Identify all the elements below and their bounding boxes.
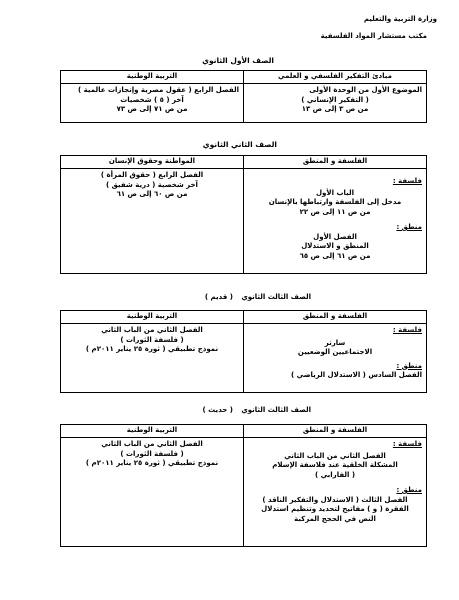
right-cell [244,169,427,274]
column-header-left: التربية الوطنية [61,425,244,438]
section-title: الصف الثالث الثانوي [241,406,311,414]
cell-line: النص في الحجج المركبة [294,514,376,523]
cell-line: الفصل السادس ( الاستدلال الرياضي ) [291,371,422,379]
cell-line: فلسفة : [392,326,422,334]
cell-line: من ص ٦١ إلى ص ٦٥ [299,251,371,260]
column-header-right: الفلسفة و المنطق [244,156,427,169]
left-cell [61,84,244,123]
cell-line: الباب الأول [315,188,355,197]
cell-line: فلسفة : [392,177,422,185]
curriculum-badge: ( قديم ) [204,293,233,301]
section-title: الصف الثاني الثانوي [202,140,277,149]
curriculum-badge: ( حديث ) [202,406,233,414]
curriculum-table [60,310,427,393]
cell-line: ( التفكير الإنساني ) [301,95,369,104]
cell-line: من ص ١١ إلى ص ٢٢ [299,207,371,216]
cell-line: آخر ( ٥ ) شخصيات [120,95,184,104]
cell-line: الفصل الثالث ( الاستدلال والتفكير الناقد ) [262,495,408,504]
cell-line: الفصل الثاني من الباب الثاني [101,326,203,334]
left-cell [61,169,244,274]
cell-line: من ص ٦٠ إلى ص ٦١ [116,190,188,198]
cell-line: المشكلة الخلقية عند فلاسفة الإسلام [272,461,398,469]
cell-line: نموذج تطبيقي ( ثورة ٢٥ يناير ٢٠١١م ) [85,345,219,353]
cell-line: منطق : [396,361,422,370]
cell-line: الفصل الرابع ( عقول مصرية وإنجازات عالمية ) [78,86,239,94]
column-header-right: الفلسفة و المنطق [244,425,427,438]
column-header-left: التربية الوطنية [61,71,244,84]
cell-line: الفصل الأول [313,232,357,241]
cell-line: منطق : [396,486,422,494]
column-header-right: مبادئ التفكير الفلسفي و العلمي [244,71,427,84]
cell-line: ( فلسفة الثورات ) [120,335,184,344]
curriculum-table [60,155,427,274]
cell-line: الفقرة ( و ) مفاتيح لتحديد وتنظيم استدلال [261,505,409,513]
curriculum-table [60,70,427,123]
cell-line: آخر شخصية ( درية شفيق ) [106,180,198,189]
office-name: مكتب مستشار المواد الفلسفية [320,32,427,40]
cell-line: سارتر [324,338,346,347]
column-header-left: التربية الوطنية [61,311,244,324]
cell-line: الفصل الرابع ( حقوق المرأة ) [100,171,204,179]
cell-line: ( الفارابي ) [314,470,356,479]
right-cell [244,324,427,393]
cell-line: المنطق و الاستدلال [301,242,369,250]
column-header-right: الفلسفة و المنطق [244,311,427,324]
column-header-left: المواطنة وحقوق الإنسان [61,156,244,169]
right-cell [244,438,427,547]
ministry-name: وزارة التربية والتعليم [363,15,437,23]
cell-line: ( فلسفة الثورات ) [120,449,184,458]
curriculum-table [60,424,427,547]
left-cell [61,324,244,393]
section-title-row [181,406,311,414]
cell-line: من ص ٧١ إلى ص ٧٣ [116,105,188,113]
cell-line: من ص ٣ إلى ص ١٣ [301,105,369,113]
left-cell [61,438,244,547]
cell-line: الاجتماعيين الوضعيين [297,348,373,356]
cell-line: الموضوع الأول من الوحدة الأولى [309,86,422,94]
section-title: الصف الأول الثانوي [202,56,274,65]
right-cell [244,84,427,123]
cell-line: مدخل إلى الفلسفة وارتباطها بالإنسان [268,198,402,206]
cell-line: نموذج تطبيقي ( ثورة ٢٥ يناير ٢٠١١م ) [85,459,219,467]
cell-line: فلسفة : [392,440,422,448]
section-title: الصف الثالث الثانوي [241,293,311,301]
cell-line: الفصل الثاني من الباب الثاني [284,451,386,460]
cell-line: منطق : [396,223,422,231]
section-title-row [181,293,311,301]
cell-line: الفصل الثاني من الباب الثاني [101,440,203,448]
